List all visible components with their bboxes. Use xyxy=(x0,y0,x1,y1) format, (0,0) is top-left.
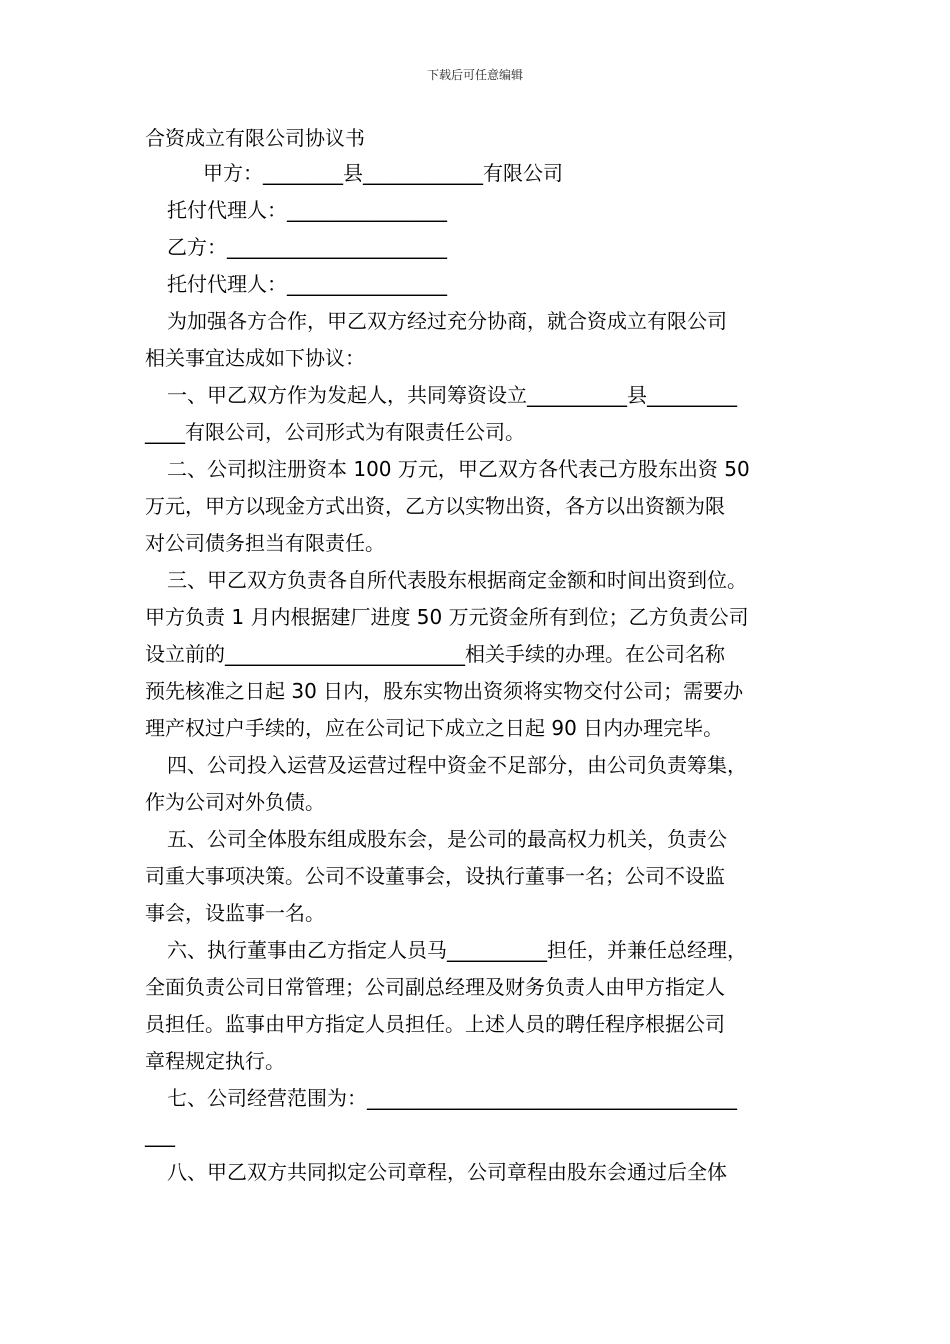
paragraph-line: 预先核准之日起 30 日内，股东实物出资须将实物交付公司；需要办 xyxy=(145,679,744,703)
paragraph-line: 为加强各方合作，甲乙双方经过充分协商，就合资成立有限公司 xyxy=(167,309,727,333)
agent-1-line: 托付代理人：________________ xyxy=(167,198,447,222)
paragraph-line: 事会，设监事一名。 xyxy=(145,901,325,925)
clause-2 xyxy=(145,451,810,562)
paragraph-line: 相关事宜达成如下协议： xyxy=(145,346,365,370)
intro-paragraph xyxy=(145,303,810,377)
paragraph-line: 理产权过户手续的，应在公司记下成立之日起 90 日内办理完毕。 xyxy=(145,716,724,740)
clause-5 xyxy=(145,821,810,932)
clause-4 xyxy=(145,747,810,821)
paragraph-line: 全面负责公司日常管理；公司副总经理及财务负责人由甲方指定人 xyxy=(145,975,725,999)
clause-8 xyxy=(145,1154,810,1191)
paragraph-line: 七、公司经营范围为：_____________________________________ xyxy=(167,1086,737,1110)
clause-6 xyxy=(145,932,810,1080)
paragraph-line: 设立前的________________________相关手续的办理。在公司名称 xyxy=(145,642,725,666)
paragraph-line: ____有限公司，公司形式为有限责任公司。 xyxy=(145,420,525,444)
paragraph-line: 作为公司对外负债。 xyxy=(145,790,325,814)
page-header-note: 下载后可任意编辑 xyxy=(426,68,523,82)
clause-7 xyxy=(145,1080,810,1154)
paragraph-line: 司重大事项决策。公司不设董事会，设执行董事一名；公司不设监 xyxy=(145,864,725,888)
party-b-line: 乙方：______________________ xyxy=(167,235,447,259)
paragraph-line: 万元，甲方以现金方式出资，乙方以实物出资，各方以出资额为限 xyxy=(145,494,725,518)
paragraph-line: 六、执行董事由乙方指定人员马__________担任，并兼任总经理， xyxy=(167,938,747,962)
paragraph-line: 对公司债务担当有限责任。 xyxy=(145,531,385,555)
paragraph-line: 二、公司拟注册资本 100 万元，甲乙双方各代表己方股东出资 50 xyxy=(167,457,750,481)
paragraph-line: 一、甲乙双方作为发起人，共同筹资设立__________县_________ xyxy=(167,383,737,407)
agreement-document xyxy=(145,120,810,1191)
party-a-line: 甲方：________县____________有限公司 xyxy=(203,161,563,185)
document-title: 合资成立有限公司协议书 xyxy=(145,126,365,150)
paragraph-line: 章程规定执行。 xyxy=(145,1049,285,1073)
clause-1 xyxy=(145,377,810,451)
paragraph-line: 甲方负责 1 月内根据建厂进度 50 万元资金所有到位；乙方负责公司 xyxy=(145,605,749,629)
paragraph-line: 五、公司全体股东组成股东会，是公司的最高权力机关，负责公 xyxy=(167,827,727,851)
paragraph-line: 八、甲乙双方共同拟定公司章程，公司章程由股东会通过后全体 xyxy=(167,1160,727,1184)
agent-2-line: 托付代理人：________________ xyxy=(167,272,447,296)
paragraph-line: 三、甲乙双方负责各自所代表股东根据商定金额和时间出资到位。 xyxy=(167,568,747,592)
paragraph-line: ___ xyxy=(145,1123,175,1147)
paragraph-line: 员担任。监事由甲方指定人员担任。上述人员的聘任程序根据公司 xyxy=(145,1012,725,1036)
paragraph-line: 四、公司投入运营及运营过程中资金不足部分，由公司负责筹集， xyxy=(167,753,747,777)
clause-3 xyxy=(145,562,810,747)
